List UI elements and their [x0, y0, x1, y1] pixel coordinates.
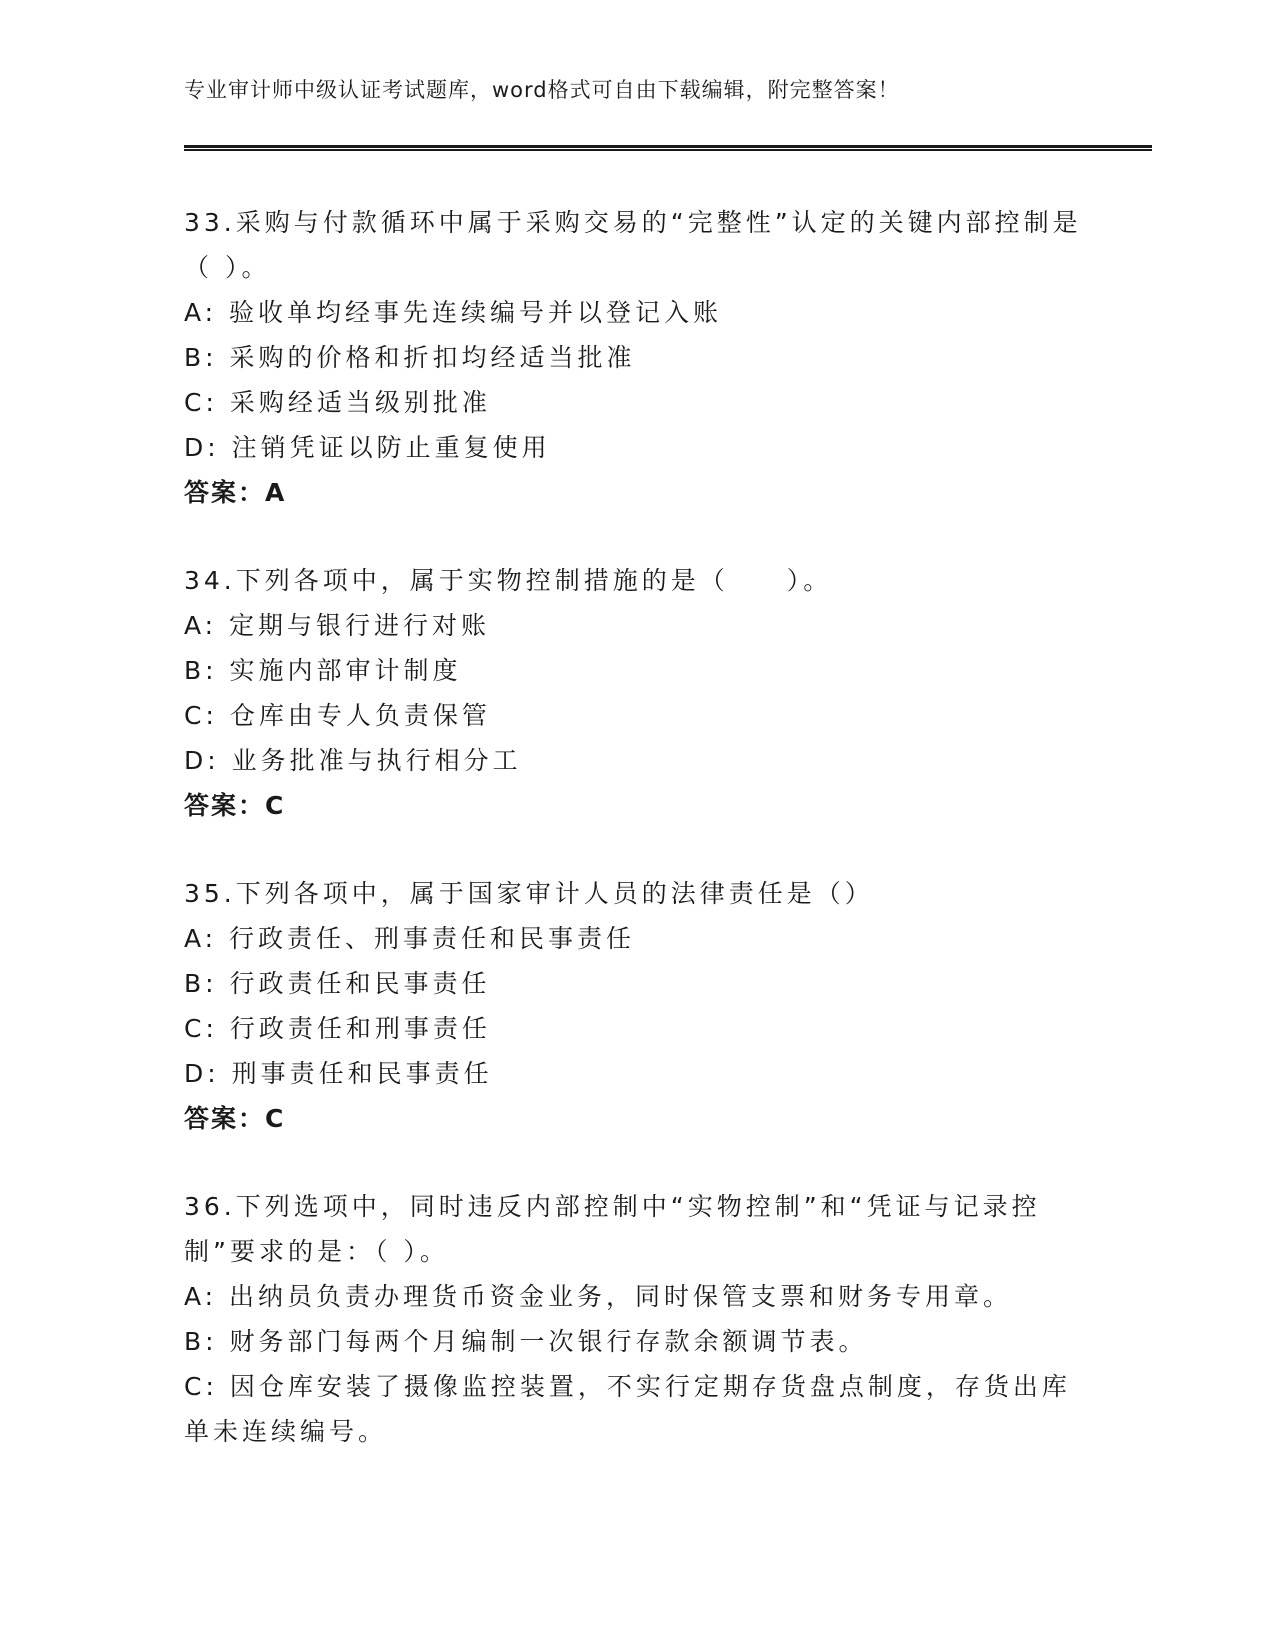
option-a: A: 出纳员负责办理货币资金业务，同时保管支票和财务专用章。 [184, 1282, 1013, 1311]
option-d: D: 刑事责任和民事责任 [184, 1059, 493, 1088]
question-36 [184, 1184, 1084, 1454]
question-33 [184, 200, 1084, 515]
question-stem: 33.采购与付款循环中属于采购交易的“完整性”认定的关键内部控制是（ ）。 [184, 208, 1082, 282]
question-stem: 36.下列选项中，同时违反内部控制中“实物控制”和“凭证与记录控制”要求的是：（ ）。 [184, 1192, 1041, 1266]
question-35 [184, 871, 1084, 1141]
question-stem: 35.下列各项中，属于国家审计人员的法律责任是（） [184, 879, 874, 908]
page-header: 专业审计师中级认证考试题库，word格式可自由下载编辑，附完整答案！ [184, 78, 900, 102]
option-a: A: 验收单均经事先连续编号并以登记入账 [184, 298, 723, 327]
option-a: A: 行政责任、刑事责任和民事责任 [184, 924, 636, 953]
option-c: C: 行政责任和刑事责任 [184, 1014, 491, 1043]
option-c: C: 采购经适当级别批准 [184, 388, 491, 417]
option-d: D: 业务批准与执行相分工 [184, 746, 522, 775]
question-34 [184, 558, 1084, 828]
question-stem: 34.下列各项中，属于实物控制措施的是（ ）。 [184, 566, 833, 595]
answer: 答案：A [184, 478, 287, 507]
option-d: D: 注销凭证以防止重复使用 [184, 433, 551, 462]
answer: 答案：C [184, 1104, 286, 1133]
option-a: A: 定期与银行进行对账 [184, 611, 491, 640]
option-c: C: 仓库由专人负责保管 [184, 701, 491, 730]
option-b: B: 采购的价格和折扣均经适当批准 [184, 343, 636, 372]
header-divider [184, 145, 1152, 151]
answer: 答案：C [184, 791, 286, 820]
option-b: B: 财务部门每两个月编制一次银行存款余额调节表。 [184, 1327, 868, 1356]
option-b: B: 行政责任和民事责任 [184, 969, 491, 998]
question-list [184, 200, 1084, 1497]
option-b: B: 实施内部审计制度 [184, 656, 462, 685]
option-c: C: 因仓库安装了摄像监控装置，不实行定期存货盘点制度，存货出库单未连续编号。 [184, 1372, 1071, 1446]
